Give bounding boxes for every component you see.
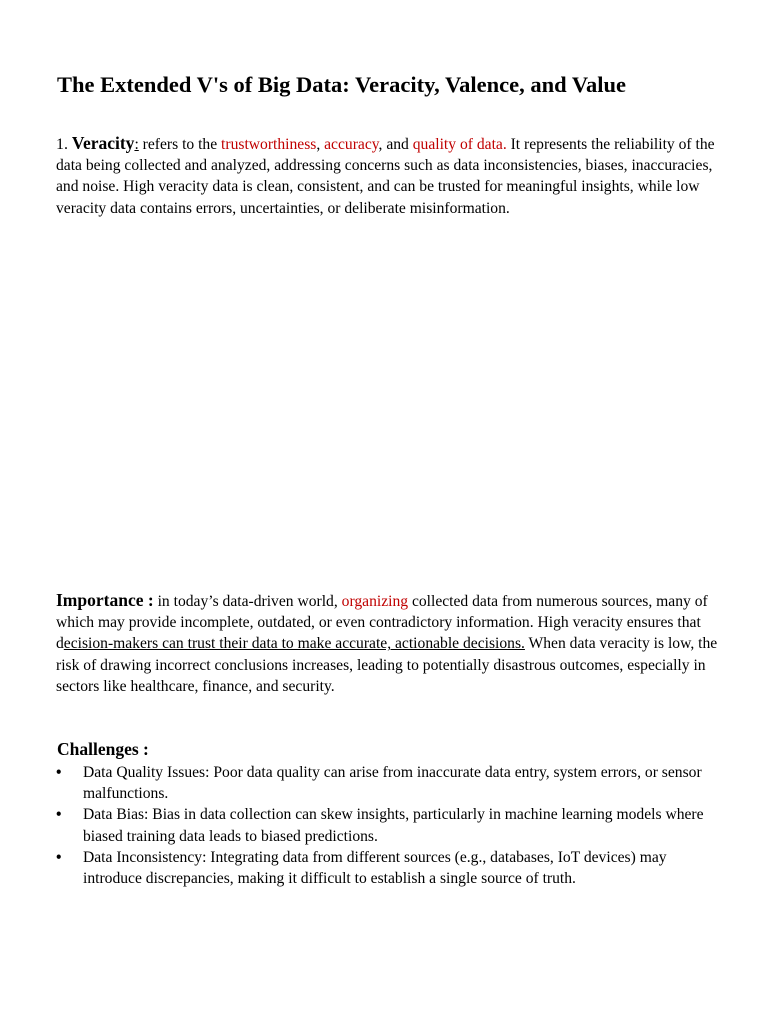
bullet-icon: •	[56, 848, 62, 866]
veracity-text-3: , and	[378, 136, 413, 153]
list-item-text: Data Quality Issues: Poor data quality can arise from inaccurate data entry, system errors, or sensor malfunctions.	[83, 764, 702, 803]
importance-highlight-organizing: organizing	[341, 593, 409, 610]
importance-text-2: collected data from numerous sources, many of which may provide incomplete, outdated, or even contradictory information. High veracity ensures that d	[56, 593, 708, 653]
veracity-paragraph	[56, 133, 728, 219]
list-item-text: Data Inconsistency: Integrating data from different sources (e.g., databases, IoT devices) may introduce discrepancies, making it difficult to establish a single source of truth.	[83, 848, 667, 888]
importance-underlined-text: ecision-makers can trust their data to make accurate, actionable decisions.	[63, 635, 525, 653]
list-item	[56, 762, 728, 804]
importance-paragraph	[56, 590, 728, 697]
document-title: The Extended V's of Big Data: Veracity, Valence, and Value	[57, 72, 627, 97]
importance-text-1: in today’s data-driven world,	[153, 593, 342, 610]
veracity-text-1: refers to the	[138, 136, 222, 153]
veracity-text-2: ,	[316, 136, 325, 153]
challenges-list	[56, 762, 728, 889]
list-item-text: Data Bias: Bias in data collection can skew insights, particularly in machine learning models where biased training data leads to biased predictions.	[83, 806, 704, 845]
importance-text-3: When data veracity is low, the risk of drawing incorrect conclusions increases, leading to potentially disastrous outcomes, especially in sectors like healthcare, finance, and security.	[56, 635, 718, 695]
list-item	[56, 804, 728, 846]
veracity-highlight-quality: quality of data.	[412, 136, 507, 153]
veracity-colon: :	[134, 136, 139, 153]
section-number: 1.	[56, 136, 68, 153]
list-item	[56, 847, 728, 889]
challenges-heading: Challenges :	[57, 739, 149, 759]
veracity-highlight-trustworthiness: trustworthiness	[221, 136, 317, 153]
veracity-text-4: It represents the reliability of the data being collected and analyzed, addressing concerns such as data inconsistencies, biases, inaccuracies, and noise. High veracity data is clean, consistent, and can be trusted for meaningful insights, while low veracity data contains errors, uncertainties, or deliberate misinformation.	[56, 136, 715, 217]
bullet-icon: •	[56, 764, 62, 781]
veracity-term: Veracity	[71, 133, 135, 153]
veracity-highlight-accuracy: accuracy	[324, 136, 379, 153]
importance-label: Importance :	[56, 590, 154, 610]
bullet-icon: •	[56, 806, 62, 824]
